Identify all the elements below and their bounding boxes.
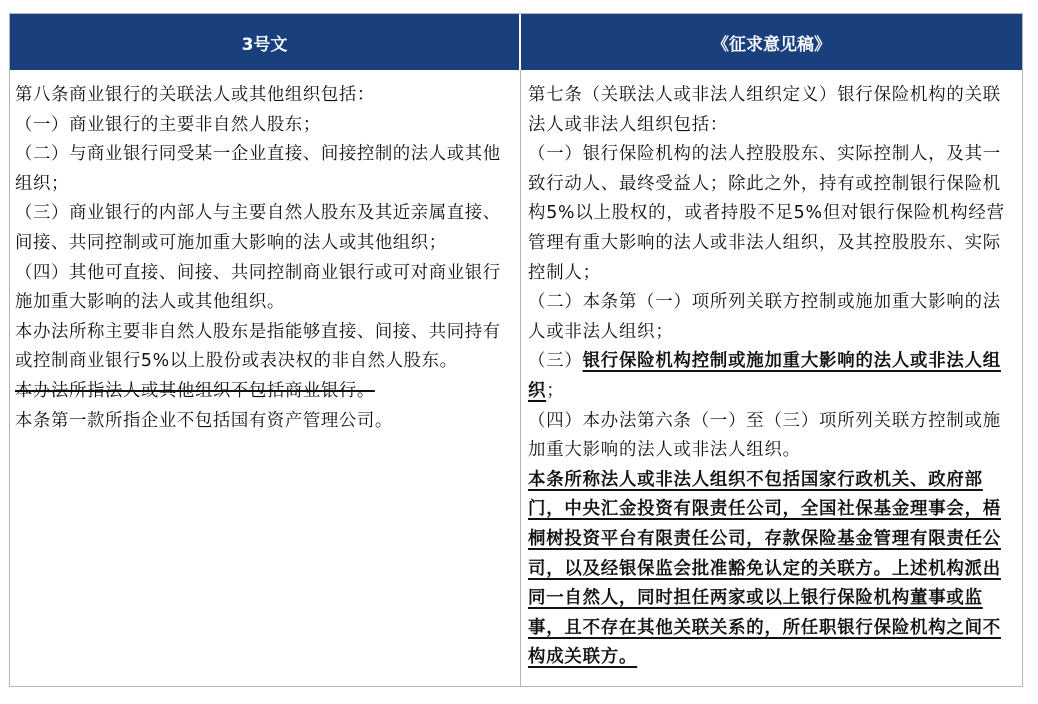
header-cell-old-rule: 3号文 [10,14,521,70]
old-rule-line: 本办法所称主要非自然人股东是指能够直接、间接、共同持有或控制商业银行5%以上股份或表决权的非自然人股东。 [15,321,501,372]
header-cell-draft: 《征求意见稿》 [521,14,1022,70]
item-prefix: （三） [528,351,583,372]
draft-rule-line: （一）银行保险机构的法人控股股东、实际控制人，及其一致行动人、最终受益人；除此之外，持有或控制银行保险机构5%以上股权的，或者持股不足5%但对银行保险机构经营管理有重大影响的法人或非法人组织，及其控股股东、实际控制人； [528,144,1005,283]
old-rule-line: （三）商业银行的内部人与主要自然人股东及其近亲属直接、间接、共同控制或可施加重大影响的法人或其他组织； [15,203,501,253]
inserted-text: 本条所称法人或非法人组织不包括国家行政机关、政府部门，中央汇金投资有限责任公司，全国社保基金理事会，梧桐树投资平台有限责任公司，存款保险基金管理有限责任公司，以及经银保监会批准豁免认定的关联方。上述机构派出同一自然人，同时担任两家或以上银行保险机构董事或监事，且不存在其他关联关系的，所任职银行保险机构之间不构成关联方。 [528,469,1001,668]
deleted-text: 本办法所指法人或其他组织不包括商业银行。 [15,380,375,401]
draft-rule-line: 第七条（关联法人或非法人组织定义）银行保险机构的关联法人或非法人组织包括： [528,85,1001,135]
old-rule-cell [10,70,521,686]
table-header-row [10,14,1022,70]
draft-rule-inserted-paragraph [528,466,1016,673]
old-rule-deleted-line [15,377,514,407]
draft-rule-line: （二）本条第（一）项所列关联方控制或施加重大影响的法人或非法人组织； [528,292,1001,342]
table-body-row [10,70,1022,686]
old-rule-line: （二）与商业银行同受某一企业直接、间接控制的法人或其他组织； [15,144,501,194]
old-rule-line: （一）商业银行的主要非自然人股东； [15,114,321,135]
old-rule-line: 本条第一款所指企业不包括国有资产管理公司。 [15,410,393,431]
old-rule-line: （四）其他可直接、间接、共同控制商业银行或可对商业银行施加重大影响的法人或其他组织。 [15,262,501,313]
old-rule-line: 第八条商业银行的关联法人或其他组织包括： [15,85,375,105]
draft-rule-line [528,347,1016,406]
item-suffix: ； [546,380,565,401]
comparison-table [9,13,1023,687]
draft-rule-line: （四）本办法第六条（一）至（三）项所列关联方控制或施加重大影响的法人或非法人组织。 [528,410,1001,461]
inserted-text: 银行保险机构控制或施加重大影响的法人或非法人组织 [528,351,1001,401]
draft-rule-cell [521,70,1022,686]
